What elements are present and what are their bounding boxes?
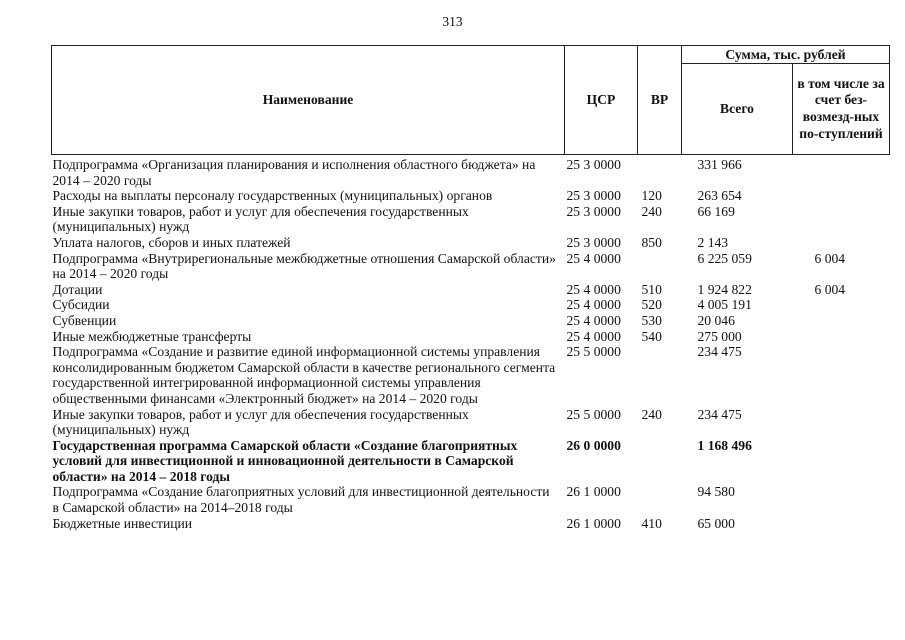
row-name: Бюджетные инвестиции <box>52 515 193 531</box>
row-name: Расходы на выплаты персоналу государственных (муниципальных) органов <box>52 188 493 204</box>
row-name: Подпрограмма «Создание благоприятных условий для инвестиционной деятельности в Самарской области» на 2014–2018 годы <box>52 484 550 516</box>
row-vr <box>638 251 682 282</box>
row-free <box>793 204 890 235</box>
row-free <box>793 329 890 345</box>
row-csr: 25 4 0000 <box>566 250 621 266</box>
header-total: Всего <box>682 64 793 155</box>
table-row <box>52 438 890 485</box>
row-free <box>793 155 890 189</box>
row-total: 20 046 <box>697 312 735 328</box>
row-free: 6 004 <box>814 250 846 266</box>
row-csr: 25 5 0000 <box>566 344 621 360</box>
row-name: Субвенции <box>52 312 117 328</box>
row-csr: 25 3 0000 <box>566 188 621 204</box>
row-csr: 26 1 0000 <box>566 484 621 500</box>
table-body <box>52 155 890 532</box>
row-total: 1 168 496 <box>697 437 752 453</box>
row-vr <box>638 484 682 515</box>
row-csr: 26 0 0000 <box>566 437 621 453</box>
table-row <box>52 484 890 515</box>
row-free <box>793 313 890 329</box>
row-vr: 240 <box>641 203 662 219</box>
row-total: 66 169 <box>697 203 735 219</box>
row-csr: 25 3 0000 <box>566 234 621 250</box>
row-free <box>793 438 890 485</box>
row-vr: 510 <box>641 281 662 297</box>
row-total: 263 654 <box>697 188 742 204</box>
row-csr: 25 3 0000 <box>566 203 621 219</box>
row-csr: 26 1 0000 <box>566 515 621 531</box>
row-name: Государственная программа Самарской области «Создание благоприятных условий для инвестиционной и инновационной деятельности в Самарской области» на 2014 – 2018 годы <box>52 437 518 484</box>
row-name: Подпрограмма «Организация планирования и исполнения областного бюджета» на 2014 – 2020 годы <box>52 157 536 188</box>
row-vr: 240 <box>641 406 662 422</box>
row-total: 94 580 <box>697 484 735 500</box>
table-row <box>52 407 890 438</box>
header-name: Наименование <box>52 46 565 155</box>
table-row <box>52 188 890 204</box>
table-row <box>52 282 890 298</box>
row-csr: 25 5 0000 <box>566 406 621 422</box>
row-name: Подпрограмма «Внутрирегиональные межбюджетные отношения Самарской области» на 2014 – 2020 годы <box>52 250 556 282</box>
row-vr: 520 <box>641 297 662 313</box>
row-vr: 410 <box>641 515 662 531</box>
budget-table <box>51 45 890 531</box>
row-free <box>793 235 890 251</box>
row-csr: 25 4 0000 <box>566 312 621 328</box>
table-row <box>52 313 890 329</box>
header-free: в том числе за счет без-возмезд-ных по-ступлений <box>793 64 890 155</box>
row-total: 4 005 191 <box>697 297 752 313</box>
row-vr: 850 <box>641 234 662 250</box>
row-free <box>793 407 890 438</box>
row-free <box>793 188 890 204</box>
header-vr: ВР <box>638 46 682 155</box>
row-total: 275 000 <box>697 328 742 344</box>
row-vr: 120 <box>641 188 662 204</box>
row-free <box>793 516 890 532</box>
row-free <box>793 297 890 313</box>
page-number: 313 <box>442 14 463 29</box>
table-header <box>52 46 890 155</box>
row-name: Иные межбюджетные трансферты <box>52 328 252 344</box>
row-vr <box>638 344 682 406</box>
table-row <box>52 516 890 532</box>
row-name: Уплата налогов, сборов и иных платежей <box>52 234 291 250</box>
row-total: 234 475 <box>697 344 742 360</box>
table-row <box>52 204 890 235</box>
row-name: Субсидии <box>52 297 110 313</box>
row-total: 2 143 <box>697 234 729 250</box>
row-csr: 25 3 0000 <box>566 157 621 172</box>
row-free <box>793 484 890 515</box>
table-row <box>52 155 890 189</box>
row-vr: 540 <box>641 328 662 344</box>
row-vr: 530 <box>641 312 662 328</box>
header-sum-group: Сумма, тыс. рублей <box>682 46 890 64</box>
table-row <box>52 344 890 406</box>
row-name: Иные закупки товаров, работ и услуг для обеспечения государственных (муниципальных) нужд <box>52 203 469 235</box>
row-total: 331 966 <box>697 157 742 172</box>
row-name: Подпрограмма «Создание и развитие единой информационной системы управления консолидированным бюджетом Самарской области в качестве регионального сегмента государственной интегрированной информационной системы управления общественными финансами «Электронный бюджет» на 2014 – 2020 годы <box>52 344 556 406</box>
row-vr <box>638 155 682 189</box>
table-row <box>52 329 890 345</box>
row-total: 65 000 <box>697 515 735 531</box>
table-row <box>52 297 890 313</box>
row-csr: 25 4 0000 <box>566 281 621 297</box>
row-csr: 25 4 0000 <box>566 328 621 344</box>
row-free <box>793 344 890 406</box>
row-csr: 25 4 0000 <box>566 297 621 313</box>
header-csr: ЦСР <box>565 46 638 155</box>
row-vr <box>638 438 682 485</box>
row-total: 6 225 059 <box>697 250 752 266</box>
table-row <box>52 251 890 282</box>
table-row <box>52 235 890 251</box>
row-total: 1 924 822 <box>697 281 752 297</box>
row-name: Иные закупки товаров, работ и услуг для обеспечения государственных (муниципальных) нужд <box>52 406 469 438</box>
row-total: 234 475 <box>697 406 742 422</box>
row-name: Дотации <box>52 281 103 297</box>
row-free: 6 004 <box>814 281 846 297</box>
